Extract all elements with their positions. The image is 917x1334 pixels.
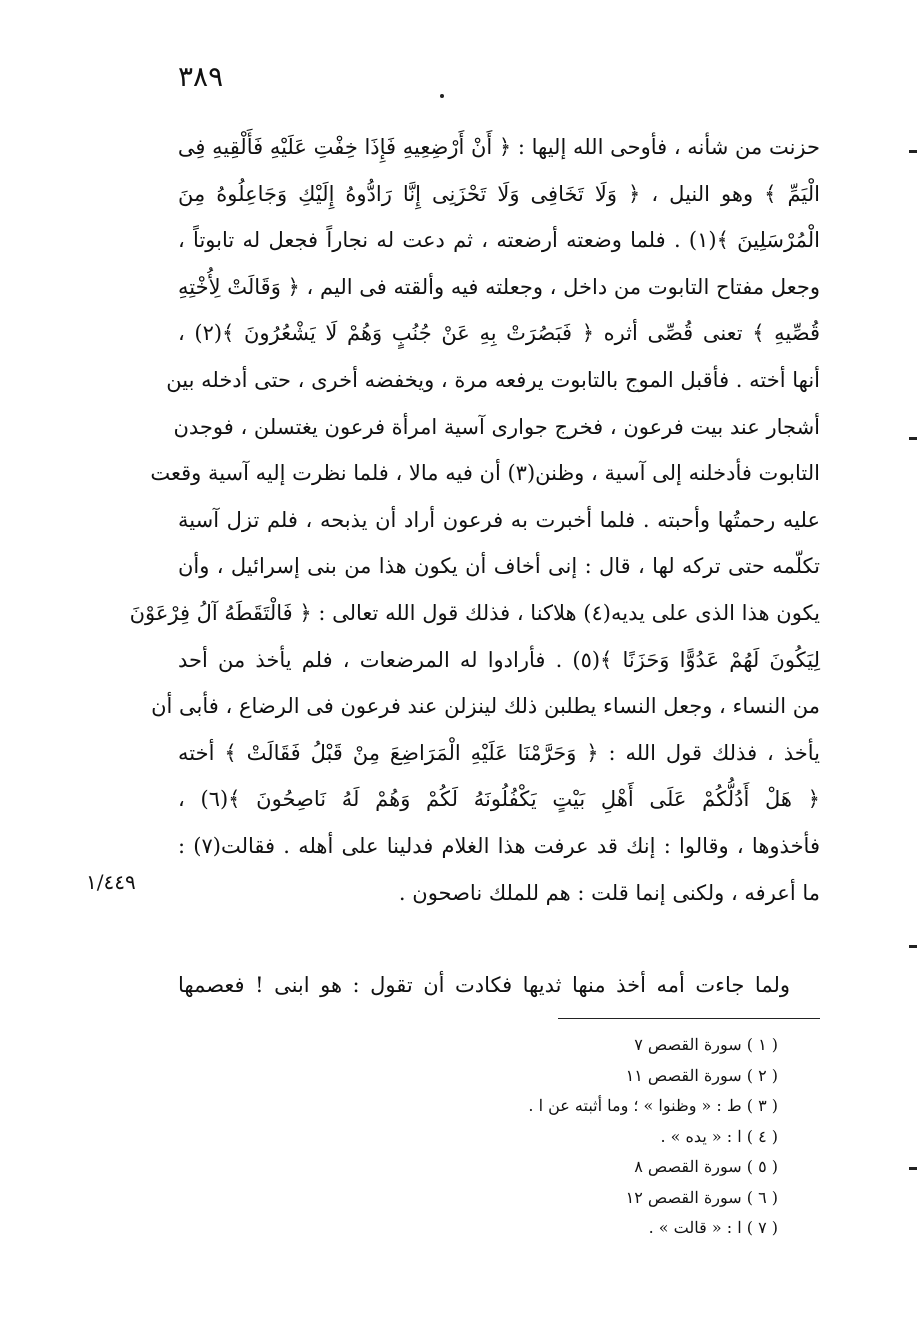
text-line: يأخذ ، فذلك قول الله : ﴿ وَحَرَّمْنَا عَلَيْهِ الْمَرَاضِعَ مِنْ قَبْلُ فَقَالَتْ ﴾ أخته: [178, 740, 820, 765]
text-line: ﴿ هَلْ أَدُلُّكُمْ عَلَى أَهْلِ بَيْتٍ يَكْفُلُونَهُ لَكُمْ وَهُمْ لَهُ نَاصِحُونَ ﴾(٦) ،: [178, 787, 820, 812]
text-line: التابوت فأدخلنه إلى آسية ، وظنن(٣) أن فيه مالا ، فلما نظرت إليه آسية وقعت: [150, 461, 820, 486]
text-line: يكون هذا الذى على يديه(٤) هلاكنا ، فذلك قول الله تعالى : ﴿ فَالْتَقَطَهُ آلُ فِرْعَوْنَ: [129, 600, 820, 625]
text-line: ما أعرفه ، ولكنى إنما قلت : هم للملك ناصحون .: [398, 880, 820, 905]
text-line: تكلّمه حتى تركه لها ، قال : إنى أخاف أن يكون هذا من بنى إسرائيل ، وأن: [178, 554, 820, 579]
page-number: ٣٨٩: [178, 60, 224, 93]
text-line: عليه رحمتُها وأحبته . فلما أخبرت به فرعون أراد أن يذبحه ، فلم تزل آسية: [178, 507, 820, 532]
scan-edge-mark: [909, 437, 917, 440]
text-line: من النساء ، وجعل النساء يطلبن ذلك لينزلن عند فرعون فى الرضاع ، فأبى أن: [151, 694, 820, 719]
footnote-item: ( ٦ ) سورة القصص ١٢: [625, 1187, 778, 1207]
text-line: الْيَمِّ ﴾ وهو النيل ، ﴿ وَلَا تَخَافِى وَلَا تَحْزَنِى إِنَّا رَادُّوهُ إِلَيْكِ وَجَاعِلُوهُ مِنَ: [178, 181, 820, 206]
scan-edge-mark: [909, 945, 917, 948]
footnote-item: ( ٤ ) ا : « يده » .: [660, 1126, 778, 1146]
footnote-item: ( ٥ ) سورة القصص ٨: [634, 1157, 778, 1176]
footnote-item: ( ١ ) سورة القصص ٧: [634, 1035, 778, 1054]
text-line: أنها أخته . فأقبل الموج بالتابوت يرفعه مرة ، ويخفضه أخرى ، حتى أدخله بين: [166, 367, 820, 392]
text-line: فأخذوها ، وقالوا : إنك قد عرفت هذا الغلام فدلينا على أهله . فقالت(٧) :: [178, 833, 820, 858]
text-line: الْمُرْسَلِينَ ﴾(١) . فلما وضعته أرضعته ، ثم دعت له نجاراً فجعل له تابوتاً ،: [178, 228, 820, 253]
second-paragraph: ولما جاءت أمه أخذ منها ثديها فكادت أن تقول : هو ابنى ! فعصمها: [178, 973, 790, 997]
footnote-item: ( ٧ ) ا : « قالت » .: [648, 1218, 778, 1237]
main-paragraph: [129, 124, 821, 916]
text-line: أشجار عند بيت فرعون ، فخرج جوارى آسية امرأة فرعون يغتسلن ، فوجدن: [173, 414, 820, 439]
ink-dot: [440, 94, 444, 98]
footnote-divider: [558, 1018, 820, 1019]
text-line: وجعل مفتاح التابوت من داخل ، وجعلته فيه وألقته فى اليم ، ﴿ وَقَالَتْ لِأُخْتِهِ: [178, 274, 820, 299]
text-line: لِيَكُونَ لَهُمْ عَدُوًّا وَحَزَنًا ﴾(٥) . فأرادوا له المرضعات ، فلم يأخذ من أحد: [178, 647, 821, 672]
footnote-item: ( ٣ ) ط : « وظنوا » ؛ وما أثبته عن ا .: [528, 1096, 778, 1115]
footnotes-list: [430, 1030, 778, 1244]
scan-edge-mark: [909, 1167, 917, 1170]
margin-reference: ١/٤٤٩: [86, 870, 136, 894]
text-line: قُصِّيهِ ﴾ تعنى قُصِّى أثره ﴿ فَبَصُرَتْ بِهِ عَنْ جُنُبٍ وَهُمْ لَا يَشْعُرُونَ ﴾(٢) ،: [178, 321, 820, 346]
scan-edge-mark: [909, 150, 917, 153]
footnote-item: ( ٢ ) سورة القصص ١١: [625, 1065, 778, 1085]
text-line: حزنت من شأنه ، فأوحى الله إليها : ﴿ أَنْ أَرْضِعِيهِ فَإِذَا خِفْتِ عَلَيْهِ فَأَلْقِيهِ فِى: [177, 135, 820, 159]
